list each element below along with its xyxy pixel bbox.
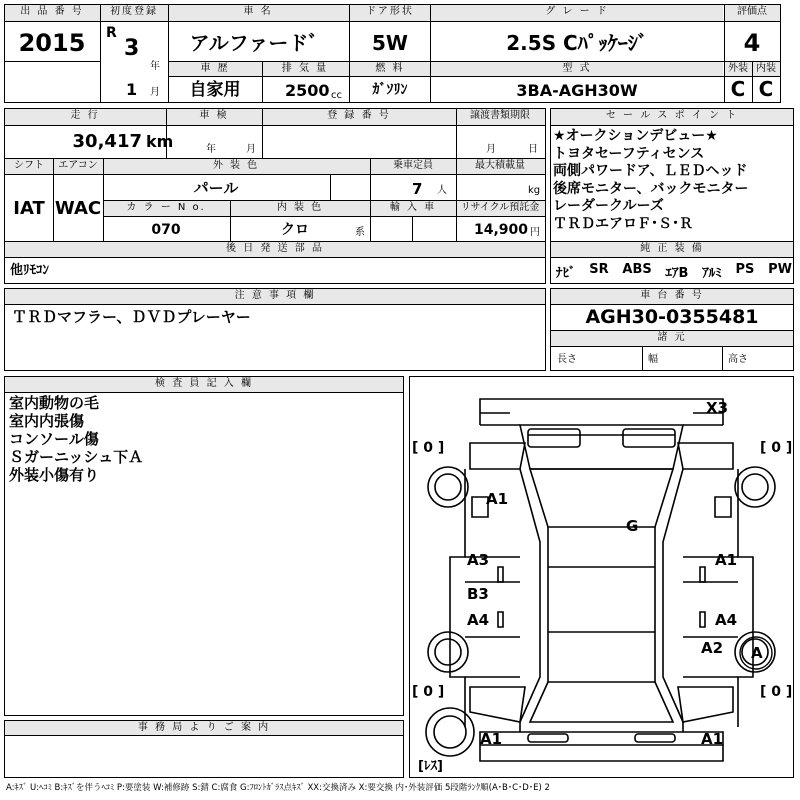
transfer-day: 日 xyxy=(528,144,538,155)
displacement-value: 2500 xyxy=(285,81,330,100)
sales-point-line: ＴＲＤエアロＦ･Ｓ･Ｒ xyxy=(553,215,693,232)
width-label: 幅 xyxy=(648,354,658,365)
inspection-month: 月 xyxy=(246,144,256,155)
exterior-color-value: パール xyxy=(193,179,239,197)
shift-label: シフト xyxy=(14,160,44,171)
damage-mark: X3 xyxy=(706,399,729,417)
tire-tread-rear-right: [ 0 ] xyxy=(760,684,793,700)
era-value: R xyxy=(106,25,117,41)
interior-label: 内装 xyxy=(756,63,776,74)
tire-tread-front-left: [ 0 ] xyxy=(412,440,445,456)
capacity-value: 7 xyxy=(412,180,423,198)
inspector-line: 室内動物の毛 xyxy=(9,394,100,412)
grade-label: グ レ ー ド xyxy=(545,6,609,17)
spare-tire-status: [ﾚｽ] xyxy=(418,759,443,774)
recycle-value: 14,900 xyxy=(473,222,528,238)
damage-mark: B3 xyxy=(467,585,489,603)
equipment-item: ﾅﾋﾞ xyxy=(556,266,576,281)
equipment-item: PS xyxy=(735,262,755,277)
model-label: 型 式 xyxy=(562,63,592,74)
inspector-notes xyxy=(9,396,399,486)
color-no-value: 070 xyxy=(151,222,181,238)
sales-point-line: レーダークルーズ xyxy=(553,198,664,214)
registration-label: 登 録 番 号 xyxy=(327,110,391,121)
inspector-line: 室内内張傷 xyxy=(9,412,85,430)
fuel-value: ｶﾞｿﾘﾝ xyxy=(372,82,408,98)
exterior-color-label: 外 装 色 xyxy=(212,160,260,171)
displacement-unit: cc xyxy=(331,90,342,101)
transfer-month: 月 xyxy=(486,144,496,155)
shift-value: IAT xyxy=(13,198,45,219)
damage-mark: A1 xyxy=(701,730,724,748)
first-reg-label: 初度登録 xyxy=(110,6,158,17)
length-label: 長さ xyxy=(557,354,577,365)
legend-text: A:ｷｽﾞ U:ﾍｺﾐ B:ｷｽﾞを伴うﾍｺﾐ P:要塗装 W:補修跡 S:錆 C:腐食 G:ﾌﾛﾝﾄｶﾞﾗｽ点ｷｽﾞ XX:交換済み X:要交換 内･外装評価 5段階ﾗﾝｸ順(A･B･C･D･E) 2 xyxy=(6,783,550,793)
mileage-unit: km xyxy=(146,132,174,151)
interior-color-unit: 系 xyxy=(355,227,365,238)
recycle-unit: 円 xyxy=(530,227,540,238)
mileage-value: 30,417 xyxy=(72,131,142,152)
equipment-label: 純 正 装 備 xyxy=(640,243,704,254)
exterior-value: C xyxy=(730,77,746,101)
inspection-year: 年 xyxy=(206,144,216,155)
notes-label: 注 意 事 項 欄 xyxy=(234,290,316,301)
month-unit: 月 xyxy=(150,87,160,98)
score-value: 4 xyxy=(743,29,761,57)
name-label: 車 名 xyxy=(243,6,273,17)
load-unit: kg xyxy=(528,185,541,196)
chassis-value: AGH30-0355481 xyxy=(585,306,759,328)
notes-text: ＴＲＤマフラー、ＤＶＤプレーヤー xyxy=(12,308,251,326)
inspection-label: 車 検 xyxy=(199,110,229,121)
door-label: ドア形状 xyxy=(366,6,414,17)
capacity-unit: 人 xyxy=(437,185,447,196)
equipment-item: ABS xyxy=(622,262,652,277)
door-value: 5W xyxy=(372,31,408,55)
damage-mark: A3 xyxy=(467,551,490,569)
office-label: 事 務 局 よ り ご 案 内 xyxy=(137,722,271,733)
damage-mark: A4 xyxy=(467,611,490,629)
equipment-item: ｴｱB xyxy=(665,266,689,281)
chassis-label: 車 台 番 号 xyxy=(640,290,704,301)
year-value: 3 xyxy=(124,36,140,61)
ac-value: WAC xyxy=(54,198,102,219)
capacity-label: 乗車定員 xyxy=(393,160,433,171)
damage-mark: A1 xyxy=(480,730,503,748)
lot-value: 2015 xyxy=(18,29,86,57)
import-label: 輸 入 車 xyxy=(389,202,437,213)
tire-tread-front-right: [ 0 ] xyxy=(760,440,793,456)
damage-mark: G xyxy=(626,517,639,535)
fuel-label: 燃 料 xyxy=(375,63,405,74)
score-label: 評価点 xyxy=(737,6,767,17)
inspector-line: Ｓガーニッシュ下Ａ xyxy=(9,448,144,466)
sales-point-line: トヨタセーフティセンス xyxy=(553,145,705,162)
color-no-label: カ ラ ー N o. xyxy=(126,202,206,213)
equipment-item: ｱﾙﾐ xyxy=(702,266,722,281)
ac-label: エアコン xyxy=(58,160,98,171)
lot-label: 出 品 番 号 xyxy=(20,6,84,17)
sales-points-label: セ ー ル ス ポ イ ン ト xyxy=(605,110,739,121)
sales-points-list xyxy=(553,129,793,234)
sales-point-line: ★オークションデビュー★ xyxy=(553,128,718,144)
spec-label: 諸 元 xyxy=(657,332,687,343)
year-unit: 年 xyxy=(150,61,160,72)
history-label: 車 歴 xyxy=(200,63,230,74)
model-value: 3BA-AGH30W xyxy=(516,81,638,100)
name-value: アルファードﾞ xyxy=(189,31,319,55)
mileage-label: 走 行 xyxy=(70,110,100,121)
height-label: 高さ xyxy=(728,354,748,365)
inspector-line: 外装小傷有り xyxy=(9,466,100,484)
sales-point-line: 両側パワードア、ＬＥＤヘッド xyxy=(553,163,748,179)
interior-value: C xyxy=(758,77,774,101)
tire-tread-rear-left: [ 0 ] xyxy=(412,684,445,700)
equipment-item: PW xyxy=(768,262,792,277)
damage-mark: A1 xyxy=(715,551,738,569)
inspector-line: コンソール傷 xyxy=(9,430,99,448)
transfer-label: 譲渡書類期限 xyxy=(470,110,530,121)
damage-mark: A1 xyxy=(486,490,509,508)
month-value: 1 xyxy=(126,80,138,99)
later-parts-value: 他ﾘﾓｺﾝ xyxy=(10,263,50,278)
history-value: 自家用 xyxy=(189,80,241,100)
interior-color-value: クロ xyxy=(281,222,309,238)
damage-mark: A4 xyxy=(715,611,738,629)
damage-mark: A2 xyxy=(701,639,724,657)
recycle-label: リサイクル預託金 xyxy=(460,202,540,213)
car-outline-diagram xyxy=(410,377,793,777)
exterior-label: 外装 xyxy=(728,63,748,74)
equipment-list xyxy=(556,262,792,281)
load-label: 最大積載量 xyxy=(475,160,525,171)
grade-value: 2.5S Cﾊﾟｯｹｰｼﾞ xyxy=(506,31,648,55)
later-parts-label: 後 日 発 送 部 品 xyxy=(226,243,324,254)
sales-point-line: 後席モニター、バックモニター xyxy=(553,180,749,197)
interior-color-label: 内 装 色 xyxy=(276,202,324,213)
inspector-label: 検 査 員 記 入 欄 xyxy=(155,378,253,389)
equipment-item: SR xyxy=(589,262,609,277)
damage-mark: A xyxy=(751,644,763,662)
displacement-label: 排 気 量 xyxy=(281,63,329,74)
